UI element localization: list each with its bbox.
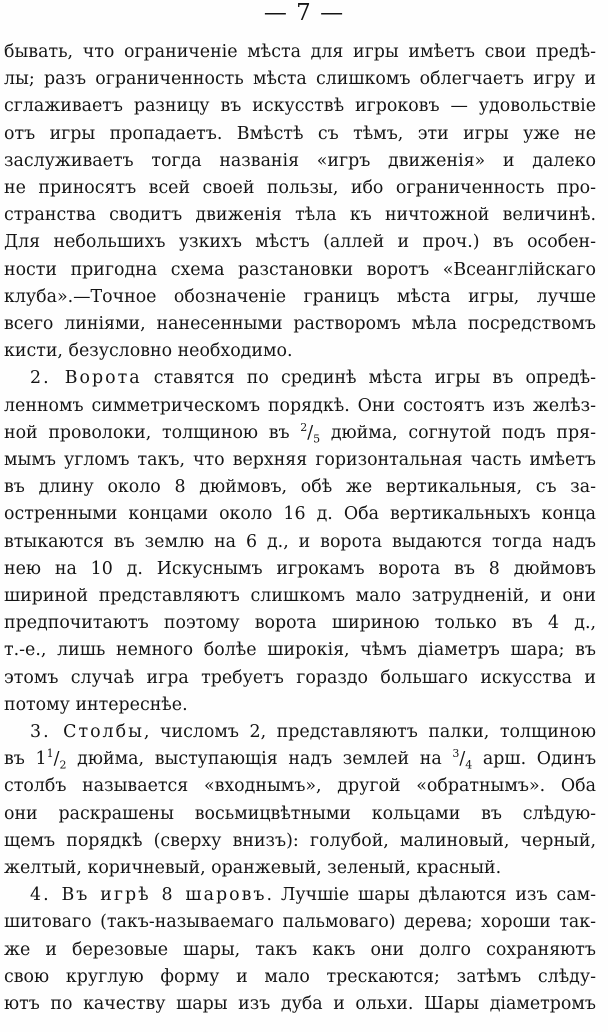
text-line: Для небольшихъ узкихъ мѣстъ (аллей и проч.) въ особен- xyxy=(4,232,596,253)
text-line: ной проволоки, толщиною въ $^2/_5$ дюйма, согнутой подъ пря- xyxy=(4,421,596,446)
paragraph-heading-line: 4. Въ игрѣ 8 шаровъ. Лучшіе шары дѣлаются изъ сам- xyxy=(30,885,596,906)
text-line: они раскрашены восьмицвѣтными кольцами въ слѣдую- xyxy=(4,803,596,824)
text-line: столбъ называется «входнымъ», другой «обратнымъ». Оба xyxy=(4,776,596,797)
text-line: мымъ угломъ такъ, что верхняя горизонтальная часть имѣетъ xyxy=(4,450,596,470)
text-line: лы; разъ ограниченность мѣста слишкомъ облегчаетъ игру и xyxy=(4,69,596,90)
text-line: ленномъ симметрическомъ порядкѣ. Они состоятъ изъ желѣз- xyxy=(4,395,596,416)
text-line: отъ игры пропадаетъ. Вмѣстѣ съ тѣмъ, эти игры уже не xyxy=(4,123,596,144)
paragraph-heading-line: 2. Ворота ставятся по срединѣ мѣста игры въ опредѣ- xyxy=(30,368,597,389)
text-line: этомъ случаѣ игра требуетъ гораздо большаго искусства и xyxy=(4,667,596,688)
text-line: шитоваго (такъ-называемаго пальмоваго) дерева; хороши так- xyxy=(4,912,596,933)
text-line: нею на 10 д. Искуснымъ игрокамъ ворота въ 8 дюймовъ xyxy=(4,558,596,579)
text-line: же и березовые шары, такъ какъ они долго сохраняютъ xyxy=(4,939,596,960)
paragraph-heading-line: 3. Столбы, числомъ 2, представляютъ палки, толщиною xyxy=(30,722,596,742)
text-line: ности пригодна схема разстановки воротъ «Всеанглійскаго xyxy=(4,259,596,280)
text-line: шириной представляютъ слишкомъ мало затрудненій, и они xyxy=(4,586,596,606)
text-line: въ $1^1/_2$ дюйма, выступающія надъ землей на $^3/_4$ арш. Одинъ xyxy=(4,747,597,772)
text-line: остренными концами около 16 д. Оба вертикальныхъ конца xyxy=(4,504,596,525)
text-line: т.-е., лишь немного болѣе широкія, чѣмъ діаметръ шара; въ xyxy=(4,640,596,661)
text-line: въ длину около 8 дюймовъ, обѣ же вертикальныя, съ за- xyxy=(4,477,596,498)
text-line: всего линіями, нанесенными растворомъ мѣла посредствомъ xyxy=(4,314,596,334)
section-lead: 4. Въ игрѣ 8 шаровъ xyxy=(30,885,267,906)
text-line: не приносятъ всей своей пользы, ибо ограниченность про- xyxy=(4,178,596,198)
text-line: клуба».—Точное обозначеніе границъ мѣста игры, лучше xyxy=(4,286,596,307)
page-number: — 7 — xyxy=(263,0,345,26)
text-line: ютъ по качеству шары изъ дуба и ольхи. Шары діаметромъ xyxy=(4,994,596,1014)
text-line: кисти, безусловно необходимо. xyxy=(4,341,293,362)
text-line: заслуживаетъ тогда названія «игръ движенія» и далеко xyxy=(4,150,596,171)
text-line: щемъ порядкѣ (сверху внизъ): голубой, малиновый, черный, xyxy=(4,830,596,851)
text-line: предпочитаютъ поэтому ворота шириною только въ 4 д., xyxy=(4,613,596,634)
section-lead: 3. Столбы xyxy=(30,722,144,742)
text-line: бывать, что ограниченіе мѣста для игры имѣетъ свои предѣ- xyxy=(4,42,596,62)
text-line: потому интереснѣе. xyxy=(4,694,188,715)
text-line: странства сводитъ движенія тѣла къ ничтожной величинѣ. xyxy=(4,205,596,226)
text-line: сглаживаетъ разницу въ искусствѣ игроковъ — удовольствіе xyxy=(4,96,596,117)
section-lead: 2. Ворота xyxy=(30,368,142,389)
text-line: втыкаются въ землю на 6 д., и ворота выдаются тогда надъ xyxy=(4,531,596,552)
text-line: желтый, коричневый, оранжевый, зеленый, красный. xyxy=(4,858,502,878)
text-line: свою круглую форму и мало трескаются; затѣмъ слѣду- xyxy=(4,966,596,987)
